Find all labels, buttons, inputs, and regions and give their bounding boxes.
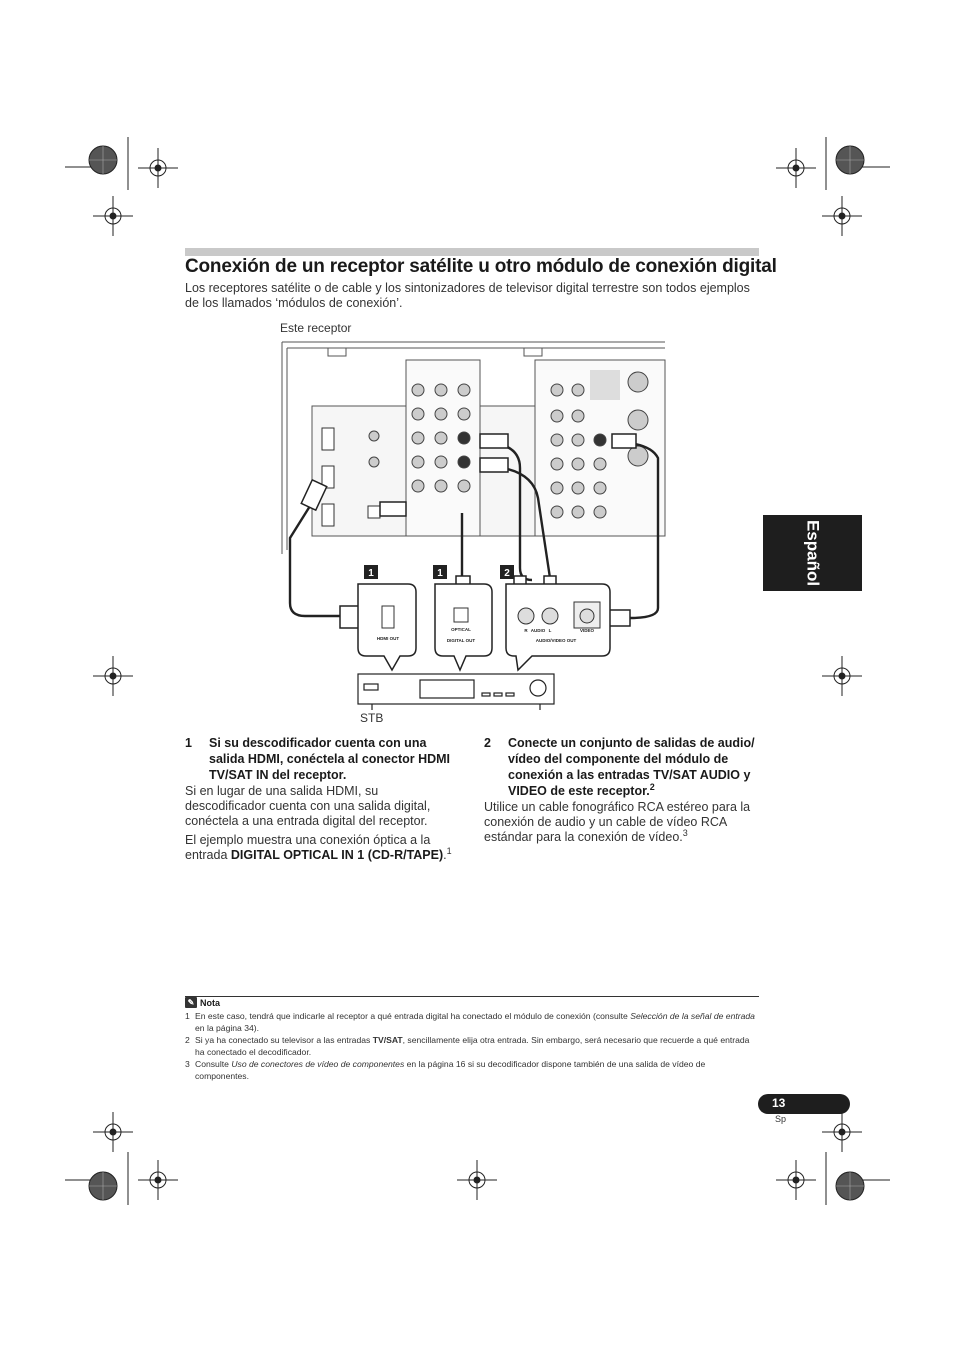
digital-out-label: DIGITAL OUT: [446, 638, 476, 643]
audio-word-label: AUDIO: [530, 628, 546, 633]
footnote-ref-3: 3: [682, 827, 688, 838]
footnote-2: 2 Si ya ha conectado su televisor a las entradas TV/SAT, sencillamente elija otra entrada. Sin embargo, será necesario que recuerde a qué entrada ha conectado el decodificador.: [185, 1035, 750, 1057]
step-2-heading-text: Conecte un conjunto de salidas de audio/ vídeo del componente del módulo de conexión a las entradas TV/SAT AUDIO y VIDEO de este receptor.: [508, 736, 755, 798]
stb-device: [358, 674, 554, 710]
connection-diagram: [270, 318, 670, 730]
audio-r-label: R: [524, 628, 528, 633]
footnote-3: 3 Consulte Uso de conectores de vídeo de componentes en la página 16 si su decodificador dispone también de una salida de vídeo de componentes.: [185, 1059, 706, 1081]
stb-port-bubbles: [358, 584, 610, 670]
digital-optical-input-name: DIGITAL OPTICAL IN 1 (CD-R/TAPE): [230, 848, 444, 862]
step-2-column: [484, 735, 759, 849]
optical-label: OPTICAL: [451, 627, 471, 632]
footnote-ref-2: 2: [649, 781, 655, 792]
title-bar: [185, 248, 759, 256]
note-title: Nota: [200, 997, 220, 1008]
hdmi-out-label: HDMI OUT: [376, 636, 400, 641]
video-label: VIDEO: [579, 628, 595, 633]
callout-badge-2: 2: [504, 568, 510, 579]
step-2-heading: [484, 735, 759, 799]
step-1-heading-text: Si su descodificador cuenta con una salida HDMI, conéctela al conector HDMI TV/SAT IN del receptor.: [209, 736, 451, 782]
callout-badge-1b: 1: [437, 568, 443, 579]
audio-video-out-label: AUDIO/VIDEO OUT: [535, 638, 577, 643]
receiver-panel: [282, 342, 665, 554]
note-heading: [185, 997, 220, 1008]
step-2-number: 2: [484, 736, 491, 750]
step-1-paragraph-1: Si en lugar de una salida HDMI, su descodificador cuenta con una salida digital, conéctela a una entrada digital del receptor.: [185, 784, 431, 828]
callout-badge-1a: 1: [368, 568, 374, 579]
step-2-paragraph-1: Utilice un cable fonográfico RCA estéreo para la conexión de audio y un cable de vídeo RCA estándar para la conexión de vídeo.$^3$: [484, 800, 751, 844]
receiver-label: Este receptor: [280, 321, 352, 335]
intro-paragraph: Los receptores satélite o de cable y los sintonizadores de televisor digital terrestre son todos ejemplos de los llamados ‘módulos de conexión’.: [185, 281, 750, 310]
step-1-number: 1: [185, 736, 192, 750]
footnote-1: 1 En este caso, tendrá que indicarle al receptor a qué entrada digital ha conectado el módulo de conexión (consulte Selección de la señal de entrada en la página 34).: [185, 1011, 755, 1033]
receiver-hdmi-ports: [322, 428, 334, 526]
step-1-column: [185, 735, 460, 867]
footnote-ref-1: 1: [446, 845, 452, 856]
receiver-optical-port: [368, 506, 380, 518]
note-divider: [185, 996, 759, 997]
audio-l-label: L: [548, 628, 552, 633]
step-1-paragraph-2: El ejemplo muestra una conexión óptica a la entrada DIGITAL OPTICAL IN 1 (CD-R/TAPE).$^1$: [185, 833, 452, 862]
language-tab-label: Español: [803, 519, 823, 587]
stb-label: STB: [360, 711, 384, 725]
callout-badges: [364, 565, 514, 579]
pencil-note-icon: ✎: [185, 997, 197, 1008]
footnotes: [185, 1010, 757, 1082]
page-language-code: Sp: [775, 1114, 787, 1124]
page-number: 13: [772, 1096, 786, 1110]
step-1-heading: [185, 735, 460, 783]
page-title: Conexión de un receptor satélite u otro módulo de conexión digital: [185, 256, 777, 277]
